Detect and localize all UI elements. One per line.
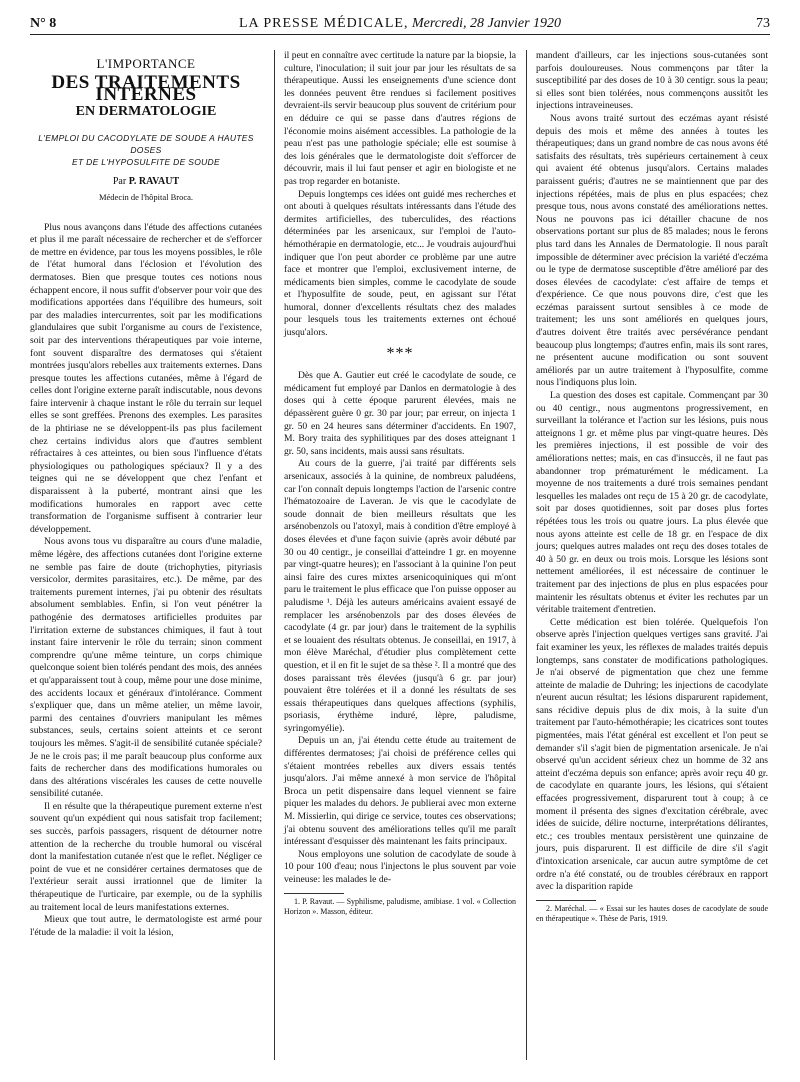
paragraph: Nous avons traité surtout des eczémas ayant résisté depuis des mois et même des années à toutes les thérapeutiques; dans un grand nombre de cas nous avons été satisfaits des résultats, très supérieurs certainement à ceux qui avaient été obtenus jusqu'alors. Certains malades paraissent guéris; d'autres ne se maintiennent que par des injections répétées, mais de plus en plus espacées; chez presque tous, nous avons constaté des améliorations nettes. Nous ne pouvons pas ici détailler chacune de nos observations portant sur plus de 85 malades; nous le ferons plus tard dans les Annales de Dermatologie. Il nous paraît impossible de déterminer avec précision la variété d'eczéma ou le type de dermatose susceptible d'être amélioré par des doses élevées de cacodylate: c'est affaire de temps et d'expérience. Ce que nous pouvons dire, c'est que les eczémas paraissent surtout sensibles à ce mode de traitement; les uns sont améliorés en quelques jours, d'autres doivent être traités avec persévérance pendant beaucoup plus longtemps; d'autres enfin, mais ils sont rares, ne présentent aucune modification ou sont souvent améliorés par un autre traitement à l'hyposulfite, comme nous l'indiquons plus loin. — [536, 112, 768, 389]
footnote-rule — [536, 900, 596, 901]
paragraph: Il en résulte que la thérapeutique purement externe n'est souvent qu'un expédient qui nous satisfait trop facilement; ses succès, parfois passagers, risquent de détourner notre attention de la recherche du trouble humoral ou viscéral dont la manifestation cutanée n'est que le reflet. Négliger ce point de vue et ne considérer certaines dermatoses que de l'extérieur serait aussi irrationnel que de limiter la thérapeutique de l'urticaire, par exemple, ou de la syphilis au traitement local de leurs manifestations externes. — [30, 800, 262, 913]
paragraph: mandent d'ailleurs, car les injections sous-cutanées sont parfois douloureuses. Nous commençons par tâter la susceptibilité par des doses de 10 à 30 centigr. sous la peau; si elles sont bien tolérées, nous commençons aussitôt les injections intraveineuses. — [536, 50, 768, 112]
column-3 — [536, 50, 768, 924]
footnote-rule — [284, 893, 344, 894]
article-subtitle-line2: ET DE L'HYPOSULFITE DE SOUDE — [72, 157, 220, 168]
paragraph: Nous avons tous vu disparaître au cours d'une maladie, même légère, des affections cutanées dont l'origine externe ne semble pas faire de doute (trichophyties, pityriasis versicolor, dermites parasitaires, etc.). De même, par des traitements purement internes, j'ai pu obtenir des résultats absolument semblables. Enfin, si l'on veut pénétrer la pathogénie des dermatoses artificielles produites par l'irritation externe de substances chimiques, il faut à tout instant faire intervenir le rôle du terrain; sinon comment comprendre qu'une même teinture, un corps chimique quelconque soient bien tolérés pendant des mois, des années et qu'apparaissent tout à coup, même pour une dose minime, des accidents locaux et généraux d'intolérance. Comment s'expliquer que, dans un même atelier, un même lavoir, parmi des centaines d'ouvriers manipulant les mêmes substances, seuls, certains soient atteints et ce seront toujours les mêmes. S'agit-il de sensibilité cutanée spéciale? Je ne le crois pas; il me paraît beaucoup plus conforme aux faits de rechercher dans des modifications humorales ou dans des altérations viscérales les causes de cette nouvelle sensibilité cutanée. — [30, 536, 262, 800]
running-title — [30, 16, 770, 32]
column-divider — [526, 50, 527, 1060]
paragraph: Nous employons une solution de cacodylate de soude à 10 pour 100 d'eau; nous l'injectons le plus souvent par voie veineuse: les malades le de- — [284, 848, 516, 885]
paragraph: Depuis longtemps ces idées ont guidé mes recherches et ont abouti à quelques résultats intéressants dans l'étude des dermites artificielles, des tuberculides, des réactions déterminées par les arsenicaux, sur l'emploi de l'auto-hémothérapie en dermatologie, etc... Je voudrais aujourd'hui indiquer que l'on peut aborder ce problème par une autre face et montrer que l'emploi, exclusivement interne, de médicaments bien simples, comme le cacodylate de soude et l'hyposulfite de soude, peut, en agissant sur l'état humoral, donner d'excellents résultats chez des malades pour lesquels tous les traitements externes ont échoué jusqu'alors. — [284, 188, 516, 339]
issue-number: N° 8 — [30, 16, 57, 31]
page-number: 73 — [756, 16, 770, 31]
paragraph: Dès que A. Gautier eut créé le cacodylate de soude, ce médicament fut employé par Danlos en dermatologie à des doses qui à cette époque parurent élevées, mais ne dépassèrent guère 0 gr. 30 par jour; par erreur, on injecta 1 gr. 50 en 24 heures sans déterminer d'accidents. En 1907, M. Bory traita des syphilitiques par des doses atteignant 1 gr. 50, sans incidents, mais aussi sans résultats. — [284, 370, 516, 457]
article-title-line3: EN DERMATOLOGIE — [75, 103, 217, 119]
article-title-line1: L'IMPORTANCE — [96, 56, 196, 71]
column-2 — [284, 50, 516, 917]
author-prefix: Par — [112, 176, 127, 188]
paragraph: Mieux que tout autre, le dermatologiste est armé pour l'étude de la maladie: il voit la lésion, — [30, 914, 262, 938]
column-1 — [30, 50, 262, 939]
paragraph: il peut en connaître avec certitude la nature par la biopsie, la culture, l'inoculation; il suit jour par jour les résultats de sa thérapeutique. Aussi les enseignements d'une science dont les données peuvent être rendues si facilement positives devraient-ils servir beaucoup plus souvent de critérium pour en déduire ce qui se passe dans d'autres régions de l'économie moins aisément accessibles. La pathologie de la peau n'est pas une pathologie spéciale; elle est soumise à des lois générales que le dermatologiste doit s'efforcer de découvrir, mais il lui faut penser et agir en biologiste et ne pas trop regarder en botaniste. — [284, 50, 516, 187]
paragraph: Depuis un an, j'ai étendu cette étude au traitement de différentes dermatoses; j'ai choisi de préférence celles qui s'étaient montrées rebelles aux divers essais tentés jusqu'alors. J'ai même annexé à mon service de l'hôpital Broca un petit dispensaire dans lequel viennent se faire piquer les malades du dehors. Je publierai avec mon externe M. Missierlin, qui dirige ce service, toutes ces observations; j'ai obtenu souvent des améliorations telles qu'il me paraît intéressant d'esquisser dès maintenant les faits principaux. — [284, 735, 516, 848]
page-header — [30, 16, 770, 35]
section-separator: *** — [386, 344, 414, 362]
paragraph: La question des doses est capitale. Commençant par 30 ou 40 centigr., nous augmentons progressivement, en surveillant la tolérance et l'action sur les lésions, puis nous atteignons 1 gr. et même plus par vingt-quatre heures. Dès les premières injections, il est possible de voir des améliorations nettes; mais, en cas d'insuccès, il ne faut pas abandonner trop prématurément le médicament. La moyenne de nos traitements a duré trois semaines pendant lesquelles les malades ont reçu de 15 à 20 gr. de cacodylate, soit par doses quotidiennes, soit par doses plus fortes répétées tous les trois ou quatre jours. La plus élevée que nous ayons atteinte est celle de 18 gr. en l'espace de dix jours; quelques autres malades ont reçu des doses totales de 40 à 50 gr. en deux ou trois mois. Lorsque les lésions sont nettement améliorées, il est nécessaire de continuer le traitement par des injections de plus en plus espacées pour maintenir les résultats obtenus et éviter les rechutes par un véritable traitement d'entretien. — [536, 390, 768, 616]
journal-name: LA PRESSE MÉDICALE, — [238, 16, 409, 31]
author-line — [30, 176, 262, 189]
article-title-line2: DES TRAITEMENTS INTERNES — [51, 71, 241, 106]
article-subtitle-line1: L'EMPLOI DU CACODYLATE DE SOUDE A HAUTES DOSES — [38, 133, 254, 156]
issue-date: Mercredi, 28 Janvier 1920 — [411, 16, 562, 31]
paragraph: Plus nous avançons dans l'étude des affections cutanées et plus il me paraît nécessaire de rechercher et de s'efforcer de mettre en évidence, par tous les moyens possibles, le rôle de l'état humoral dans l'éclosion et l'évolution des dermatoses. Bien que presque toutes ces notions nous échappent encore, il nous suffit d'observer pour voir que des modifications apportées dans l'équilibre des humeurs, soit par des maladies intercurrentes, soit par les modifications glandulaires que subit l'organisme au cours de l'existence, soit par des interventions thérapeutiques par voie interne, font souvent disparaître des dermatoses qui s'étaient montrées jusqu'alors rebelles aux traitements externes. Dans presque toutes les affections cutanées, même à l'égard de celles dont l'origine externe paraît indiscutable, nous devons faire intervenir à chaque instant le rôle du terrain sur lequel elles se sont greffées. Prenons des exemples. Les parasites de la phtiriase ne se développent-ils pas plus facilement chez certains individus alors que d'autres semblent réfractaires à ces atteintes, ou bien sous l'influence d'états physiologiques ou pathologiques spéciaux? Il y a des teignes qui ne se développent que chez l'enfant et disparaissent à la puberté, montrant ainsi que les modifications humorales en rapport avec cette transformation de l'organisme suffisent à contrarier leur développement. — [30, 221, 262, 535]
author-name: P. RAVAUT — [128, 176, 180, 188]
paragraph: Au cours de la guerre, j'ai traité par différents sels arsenicaux, associés à la quinine, de nombreux paludéens, car l'on connaît depuis longtemps l'action de l'arsenic contre l'hématozoaire de Laveran. Je vis que le cacodylate de soude donnait de bien meilleurs résultats que les arsénobenzols ou l'atoxyl, mais à condition d'être employé à doses élevées et d'une façon suivie (après avoir débuté par 30 ou 40 centigr., je conseillai d'atteindre 1 gr. en moyenne par vingt-quatre heures); en l'associant à la quinine l'on peut ainsi faire des cures mixtes arsenicoquiniques qui m'ont paru le traitement le plus efficace que l'on puisse opposer au paludisme ¹. Déjà les auteurs américains avaient essayé de remplacer les arsénobenzols par des doses élevées de cacodylate (4 gr. par jour) dans le traitement de la syphilis et se louaient des résultats obtenus. Je conseillai, en 1917, à mon élève Maréchal, d'étudier plus complètement cette question, et il en fit le sujet de sa thèse ². Il a montré que des doses paraissant très élevées (jusqu'à 6 gr. par jour) pouvaient être tolérées et il a donné les résultats de ses essais thérapeutiques dans quelques affections (syphilis, psoriasis, érythème induré, lèpre, paludisme, syringomyélie). — [284, 458, 516, 734]
column-divider — [274, 50, 275, 1060]
footnote-2: 2. Maréchal. — « Essai sur les hautes doses de cacodylate de soude en thérapeutique ». Thèse de Paris, 1919. — [536, 903, 768, 923]
paragraph: Cette médication est bien tolérée. Quelquefois l'on observe après l'injection quelques vertiges sans gravité. J'ai fait examiner les yeux, les réflexes de malades traités depuis longtemps, sans constater de modifications pathologiques. Je n'ai observé de pigmentation que chez une femme atteinte de maladie de Duhring; les injections de cacodylate n'eurent aucun résultat; les lésions disparurent rapidement, sans récidive depuis plus de dix mois, à la suite d'un traitement par l'auto-hémothérapie; les cicatrices sont toutes pigmentées, mais l'état général est excellent et l'on peut se demander s'il s'agit bien de pigmentation arsenicale. Je n'ai observé qu'un accident sérieux chez un homme de 32 ans atteint d'eczéma depuis son enfance; après avoir reçu 40 gr. de cacodylate en quarante jours, les lésions, qui s'étaient effacées progressivement, disparurent tout à coup; à ce moment il présenta des signes d'excitation cérébrale, avec idées de suicide, délire nocturne, interprétations délirantes, etc.; ces troubles mentaux persistèrent une quinzaine de jours, puis disparurent. Il est difficile de dire s'il s'agit d'intoxication arsenicale, car aucun autre symptôme de cet ordre n'a été constaté, ou de troubles cérébraux en rapport avec la disparition rapide — [536, 616, 768, 893]
footnote-1: 1. P. Ravaut. — Syphilisme, paludisme, amibiase. 1 vol. « Collection Horizon ». Masson, éditeur. — [284, 896, 516, 916]
author-affiliation: Médecin de l'hôpital Broca. — [98, 191, 194, 202]
